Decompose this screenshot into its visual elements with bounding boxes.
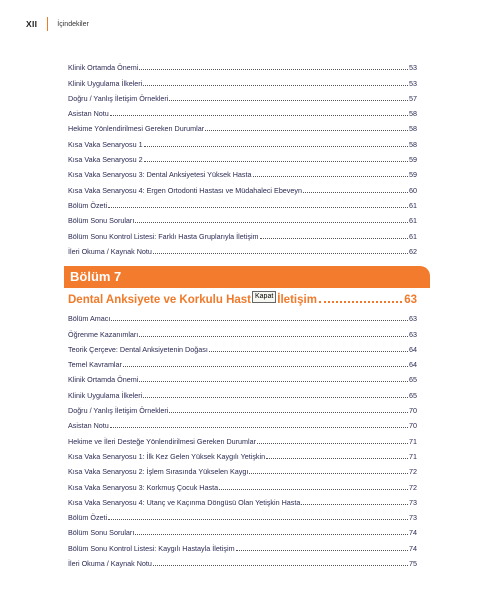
toc-entry-page: 74 (409, 543, 417, 553)
toc-entry[interactable] (68, 88, 417, 103)
toc-entry-page: 59 (409, 170, 417, 180)
toc-entry-leader (139, 335, 408, 337)
toc-entry-label: Klinik Uygulama İlkeleri (68, 78, 143, 88)
toc-entry-page: 64 (409, 344, 417, 354)
toc-entry[interactable] (68, 430, 417, 445)
toc-entry-page: 63 (409, 314, 417, 324)
toc-entry[interactable] (68, 179, 417, 194)
header-divider (47, 17, 48, 31)
toc-entry[interactable] (68, 384, 417, 399)
toc-entry-label: Kısa Vaka Senaryosu 1: İlk Kez Gelen Yüksek Kaygılı Yetişkin (68, 451, 266, 461)
toc-entry-page: 73 (409, 513, 417, 523)
toc-entry-label: Kısa Vaka Senaryosu 1 (68, 139, 143, 149)
toc-entry-page: 58 (409, 124, 417, 134)
toc-entry-label: Hekime Yönlendirilmesi Gereken Durumlar (68, 124, 205, 134)
toc-entry-page: 58 (409, 139, 417, 149)
toc-entry-label: Kısa Vaka Senaryosu 2: İşlem Sırasında Yükselen Kaygı (68, 467, 249, 477)
toc-entry[interactable] (68, 210, 417, 225)
toc-entry-leader (111, 319, 408, 321)
toc-entry-label: Bölüm Sonu Soruları (68, 216, 135, 226)
toc-entry[interactable] (68, 195, 417, 210)
toc-entry-label: Klinik Ortamda Önemi (68, 375, 139, 385)
toc-entry-leader (249, 472, 408, 474)
toc-entry-leader (257, 442, 408, 444)
toc-entry[interactable] (68, 225, 417, 240)
toc-entry-leader (144, 160, 408, 162)
toc-entry[interactable] (68, 133, 417, 148)
toc-entry[interactable] (68, 72, 417, 87)
toc-entry-label: Teorik Çerçeve: Dental Anksiyetenin Doğası (68, 344, 208, 354)
toc-entry-page: 73 (409, 497, 417, 507)
toc-entry-leader (303, 191, 408, 193)
toc-entry[interactable] (68, 149, 417, 164)
toc-entry-label: Klinik Uygulama İlkeleri (68, 390, 143, 400)
toc-entry-leader (260, 237, 408, 239)
toc-entry-leader (153, 564, 408, 566)
header-title: İçindekiler (57, 20, 89, 28)
toc-entry[interactable] (68, 476, 417, 491)
toc-entry-page: 60 (409, 185, 417, 195)
toc-entry-label: Kısa Vaka Senaryosu 4: Ergen Ortodonti Hastası ve Müdahaleci Ebeveyn (68, 185, 302, 195)
toc-entry-page: 63 (409, 329, 417, 339)
toc-entry-label: Kısa Vaka Senaryosu 2 (68, 155, 143, 165)
toc-entry-leader (266, 457, 408, 459)
toc-entry[interactable] (68, 164, 417, 179)
toc-entry[interactable] (68, 241, 417, 256)
toc-entry[interactable] (68, 339, 417, 354)
toc-entry-label: Asistan Notu (68, 421, 109, 431)
toc-entry-page: 59 (409, 155, 417, 165)
toc-entry-leader (153, 252, 408, 254)
toc-entry[interactable] (68, 308, 417, 323)
toc-entry-leader (139, 68, 408, 70)
toc-entry-label: Asistan Notu (68, 109, 109, 119)
chapter-title-text-end: İletişim (277, 294, 317, 306)
toc-entry-label: Doğru / Yanlış İletişim Örnekleri (68, 406, 169, 416)
toc-entry-label: Kısa Vaka Senaryosu 4: Utanç ve Kaçınma Döngüsü Olan Yetişkin Hasta (68, 497, 301, 507)
toc-entry[interactable] (68, 354, 417, 369)
chapter-banner (64, 266, 430, 288)
toc-entry-page: 75 (409, 559, 417, 569)
toc-entry-page: 53 (409, 63, 417, 73)
page-header (26, 16, 89, 32)
toc-entry-page: 64 (409, 360, 417, 370)
chapter-title-page: 63 (404, 294, 417, 306)
toc-entry-label: Kısa Vaka Senaryosu 3: Dental Anksiyetesi Yüksek Hasta (68, 170, 252, 180)
toc-entry[interactable] (68, 461, 417, 476)
toc-entry-label: Doğru / Yanlış İletişim Örnekleri (68, 93, 169, 103)
toc-entry-label: İleri Okuma / Kaynak Notu (68, 246, 152, 256)
toc-entry[interactable] (68, 415, 417, 430)
toc-entry[interactable] (68, 492, 417, 507)
toc-entry-page: 70 (409, 406, 417, 416)
chapter-title-leader (319, 301, 402, 303)
toc-entry-label: Bölüm Sonu Soruları (68, 528, 135, 538)
toc-entry-leader (123, 365, 408, 367)
toc-entry-leader (209, 350, 408, 352)
toc-entry-leader (236, 549, 408, 551)
toc-entry-label: Klinik Ortamda Önemi (68, 63, 139, 73)
toc-section-2 (68, 308, 417, 568)
toc-entry-leader (135, 533, 408, 535)
toc-entry-leader (253, 175, 408, 177)
toc-entry-page: 65 (409, 375, 417, 385)
toc-entry[interactable] (68, 103, 417, 118)
toc-entry-label: Öğrenme Kazanımları (68, 329, 139, 339)
toc-entry-leader (169, 411, 408, 413)
toc-entry[interactable] (68, 118, 417, 133)
toc-entry-label: Bölüm Amacı (68, 314, 111, 324)
toc-entry-leader (108, 518, 408, 520)
toc-entry-page: 72 (409, 467, 417, 477)
toc-entry-leader (169, 99, 408, 101)
toc-entry[interactable] (68, 369, 417, 384)
toc-entry-label: Bölüm Sonu Kontrol Listesi: Farklı Hasta Gruplarıyla İletişim (68, 231, 259, 241)
toc-entry-label: Hekime ve İleri Desteğe Yönlendirilmesi Gereken Durumlar (68, 436, 257, 446)
toc-entry-label: Kısa Vaka Senaryosu 3: Korkmuş Çocuk Hasta (68, 482, 219, 492)
page-number: XII (26, 19, 38, 29)
toc-entry-page: 74 (409, 528, 417, 538)
toc-entry-page: 65 (409, 390, 417, 400)
toc-entry-page: 58 (409, 109, 417, 119)
toc-entry-page: 72 (409, 482, 417, 492)
toc-entry-page: 61 (409, 200, 417, 210)
toc-entry[interactable] (68, 446, 417, 461)
toc-entry-leader (135, 221, 408, 223)
close-tooltip[interactable]: Kapat (252, 291, 276, 303)
toc-entry-leader (108, 206, 408, 208)
toc-entry-page: 61 (409, 216, 417, 226)
toc-entry-label: İleri Okuma / Kaynak Notu (68, 559, 152, 569)
toc-entry-leader (110, 426, 408, 428)
toc-entry-label: Bölüm Özeti (68, 513, 108, 523)
toc-entry-label: Bölüm Sonu Kontrol Listesi: Kaygılı Hastayla İletişim (68, 543, 235, 553)
toc-entry-page: 71 (409, 436, 417, 446)
toc-entry-leader (110, 114, 408, 116)
toc-entry-page: 53 (409, 78, 417, 88)
toc-entry-page: 57 (409, 93, 417, 103)
toc-section-1 (68, 57, 417, 256)
toc-entry-page: 61 (409, 231, 417, 241)
toc-entry-page: 70 (409, 421, 417, 431)
toc-entry-leader (301, 503, 408, 505)
toc-entry-leader (139, 380, 408, 382)
toc-entry-leader (205, 129, 408, 131)
toc-entry-leader (144, 145, 408, 147)
toc-entry[interactable] (68, 400, 417, 415)
toc-entry-page: 71 (409, 451, 417, 461)
chapter-title-entry[interactable] (68, 292, 417, 306)
toc-entry-label: Temel Kavramlar (68, 360, 122, 370)
toc-entry-leader (143, 396, 408, 398)
toc-entry[interactable] (68, 507, 417, 522)
toc-entry[interactable] (68, 553, 417, 568)
toc-entry-label: Bölüm Özeti (68, 200, 108, 210)
toc-entry-leader (219, 488, 408, 490)
toc-entry-leader (143, 84, 408, 86)
toc-entry[interactable] (68, 323, 417, 338)
toc-entry[interactable] (68, 57, 417, 72)
toc-entry-page: 62 (409, 246, 417, 256)
toc-entry[interactable] (68, 537, 417, 552)
toc-entry[interactable] (68, 522, 417, 537)
chapter-title-text: Dental Anksiyete ve Korkulu Hast (68, 294, 251, 306)
chapter-label: Bölüm 7 (70, 269, 122, 284)
